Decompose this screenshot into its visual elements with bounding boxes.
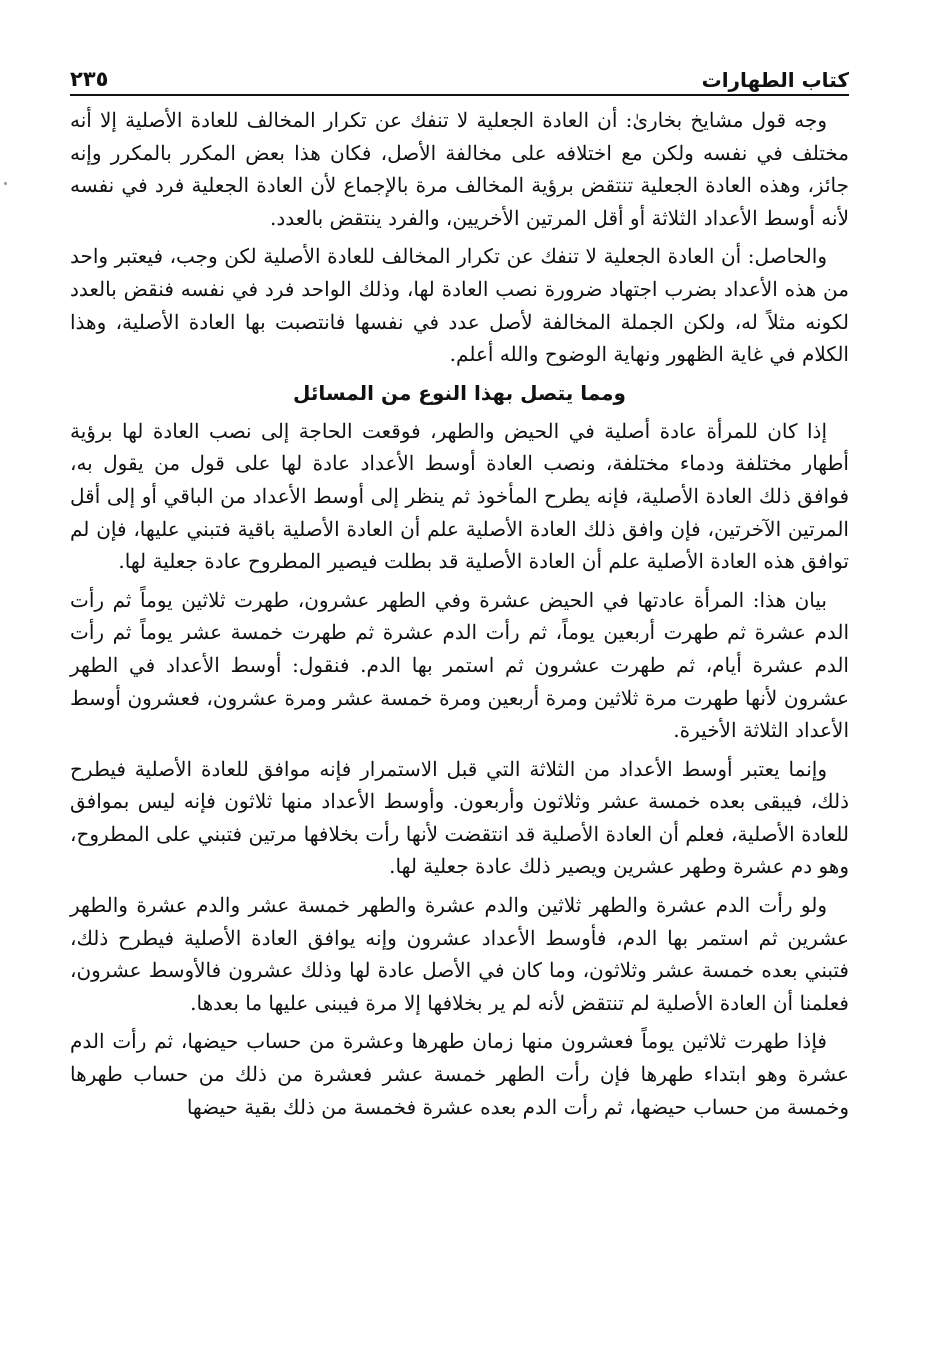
running-header	[70, 54, 849, 96]
paragraph: وجه قول مشايخ بخارىٰ: أن العادة الجعلية لا تنفك عن تكرار المخالف للعادة الأصلية إلا أنه مختلف في نفسه ولكن مع اختلافه على مخالفة الأصل، فكان هذا بعض المكرر بالمكرر وإنه جائز، وهذه العادة الجعلية تنتقض برؤية المخالف مرة بالإجماع لأن العادة الجعلية فرد في نفسه لأنه أوسط الأعداد الثلاثة أو أقل المرتين الأخريين، والفرد ينتقض بالعدد.	[70, 108, 849, 230]
document-page	[70, 54, 849, 1363]
paragraph: فإذا طهرت ثلاثين يوماً فعشرون منها زمان طهرها وعشرة من حساب حيضها، ثم رأت الدم عشرة وهو ابتداء طهرها فإن رأت الطهر خمسة عشر فعشرة من ذلك من حساب طهرها وخمسة من حساب حيضها، ثم رأت الدم بعده عشرة فخمسة من ذلك بقية حيضها	[70, 1029, 849, 1119]
body-text	[70, 104, 849, 1123]
paragraph: ولو رأت الدم عشرة والطهر ثلاثين والدم عشرة والطهر خمسة عشر والدم عشرة والطهر عشرين ثم استمر بها الدم، فأوسط الأعداد عشرون وإنه يوافق العادة الأصلية فيطرح ذلك، فتبني بعده خمسة عشر وثلاثون، وما كان في الأصل عادة لها وذلك عشرون فالأوسط عشرون، فعلمنا أن العادة الأصلية لم تنتقض لأنه لم ير بخلافها إلا مرة فيبنى عليها ما بعدها.	[70, 893, 849, 1015]
header-page-number: ٢٣٥	[70, 67, 109, 91]
paragraph: بيان هذا: المرأة عادتها في الحيض عشرة وفي الطهر عشرون، طهرت ثلاثين يوماً ثم رأت الدم عشرة ثم طهرت أربعين يوماً، ثم رأت الدم عشرة ثم طهرت خمسة عشر يوماً ثم رأت الدم عشرة أيام، ثم طهرت عشرون ثم استمر بها الدم. فنقول: أوسط الأعداد في الطهر عشرون لأنها طهرت مرة ثلاثين ومرة أربعين ومرة خمسة عشر ومرة عشرون، فعشرون أوسط الأعداد الثلاثة الأخيرة.	[70, 587, 849, 743]
paragraph: إذا كان للمرأة عادة أصلية في الحيض والطهر، فوقعت الحاجة إلى نصب العادة لها برؤية أطهار مختلفة ودماء مختلفة، ونصب العادة أوسط الأعداد عادة لها على قول من يقول به، فوافق ذلك العادة الأصلية، فإنه يطرح المأخوذ ثم ينظر إلى أوسط الأعداد من الباقي أو إلى أقل المرتين الآخرتين، فإن وافق ذلك العادة الأصلية علم أن العادة الأصلية باقية فتبني عليها، فإن لم توافق هذه العادة الأصلية علم أن العادة الأصلية قد بطلت فيصير المطروح عادة جعلية لها.	[70, 418, 849, 574]
paragraph: وإنما يعتبر أوسط الأعداد من الثلاثة التي قبل الاستمرار فإنه موافق للعادة الأصلية فيطرح ذلك، فيبقى بعده خمسة عشر وثلاثون وأربعون. وأوسط الأعداد منها ثلاثون فإنه ليس بموافق للعادة الأصلية، فعلم أن العادة الأصلية قد انتقضت لأنها رأت بخلافها مرتين فتبني على المطروح، وهو دم عشرة وطهر عشرين ويصير ذلك عادة جعلية لها.	[70, 756, 849, 879]
header-book-title: كتاب الطهارات	[701, 68, 849, 92]
paragraph: والحاصل: أن العادة الجعلية لا تنفك عن تكرار المخالف للعادة الأصلية لكن وجب، فيعتبر واحد من هذه الأعداد بضرب اجتهاد ضرورة نصب العادة لها، وذلك الواحد فرد في نفسه فنقض بالعدد لكونه مثلاً له، ولكن الجملة المخالفة لأصل عدد في نفسها فانتصبت بها العادة الأصلية، وهذا الكلام في غاية الظهور ونهاية الوضوح والله أعلم.	[70, 244, 849, 367]
scan-margin-mark	[4, 182, 7, 185]
section-heading: ومما يتصل بهذا النوع من المسائل	[292, 380, 626, 405]
